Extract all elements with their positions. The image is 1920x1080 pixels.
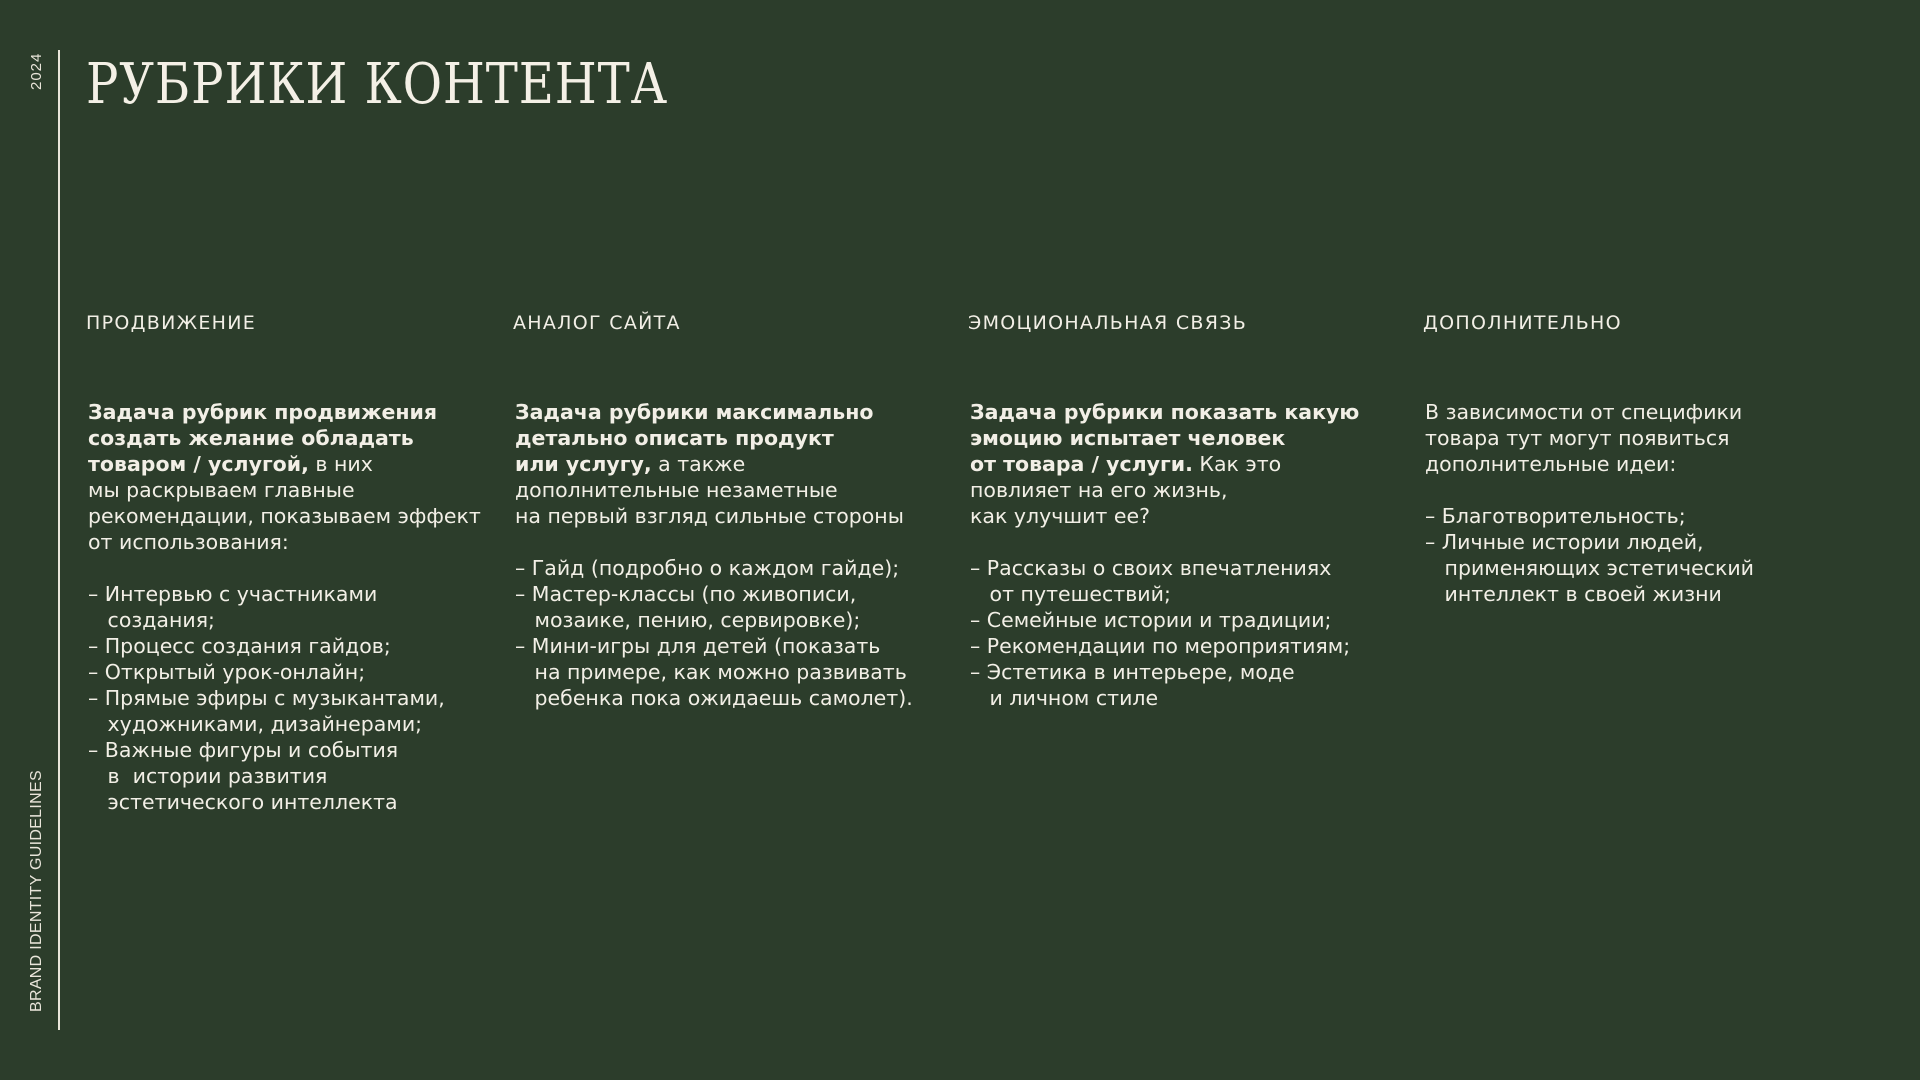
intro-text-line: мы раскрываем главные [88, 478, 355, 502]
list-item: – Мини-игры для детей (показать на примере, как можно развивать ребенка пока ожидаешь самолет). [515, 634, 913, 710]
intro-text-line: рекомендации, показываем эффект [88, 504, 481, 528]
list-item: – Процесс создания гайдов; [88, 634, 391, 658]
list-item: – Благотворительность; [1425, 504, 1686, 528]
intro-bold-line: Задача рубрики показать какую [970, 400, 1360, 424]
rubric-list [88, 581, 481, 815]
intro-bold-line: детально описать продукт [515, 426, 834, 450]
intro-text-line: на первый взгляд сильные стороны [515, 504, 904, 528]
rubric-list [1425, 503, 1754, 607]
intro-text-line: в них [308, 452, 373, 476]
list-item: – Эстетика в интерьере, моде и личном стиле [970, 660, 1295, 710]
intro-text-line: Как это [1192, 452, 1282, 476]
list-item: – Мастер-классы (по живописи, мозаике, пению, сервировке); [515, 582, 861, 632]
intro-text-line: как улучшит ее? [970, 504, 1150, 528]
column-heading-emotional-connection: ЭМОЦИОНАЛЬНАЯ СВЯЗЬ [968, 312, 1248, 334]
list-item: – Важные фигуры и события в истории развития эстетического интеллекта [88, 738, 399, 814]
rubric-list [515, 555, 913, 711]
list-item: – Открытый урок-онлайн; [88, 660, 366, 684]
intro-text-line: дополнительные незаметные [515, 478, 838, 502]
column-heading-promotion: ПРОДВИЖЕНИЕ [86, 312, 257, 334]
list-item: – Интервью с участниками создания; [88, 582, 378, 632]
intro-bold-line: создать желание обладать [88, 426, 414, 450]
year-label: 2024 [28, 52, 45, 90]
column-heading-additional: ДОПОЛНИТЕЛЬНО [1423, 312, 1622, 334]
list-item: – Рекомендации по мероприятиям; [970, 634, 1351, 658]
column-body-additional [1425, 399, 1754, 607]
list-item: – Гайд (подробно о каждом гайде); [515, 556, 900, 580]
column-heading-site-analog: АНАЛОГ САЙТА [513, 312, 681, 334]
intro-text-line: В зависимости от специфики [1425, 400, 1743, 424]
intro-bold-line: или услугу, [515, 452, 652, 476]
column-body-emotional-connection [970, 399, 1359, 711]
intro-text-line: а также [651, 452, 746, 476]
column-body-promotion [88, 399, 481, 815]
intro-bold-line: товаром / услугой, [88, 452, 309, 476]
intro-bold-line: Задача рубрики максимально [515, 400, 874, 424]
intro-text-line: товара тут могут появиться [1425, 426, 1730, 450]
list-item: – Рассказы о своих впечатлениях от путешествий; [970, 556, 1332, 606]
intro-text-line: повлияет на его жизнь, [970, 478, 1228, 502]
vertical-divider-line [58, 50, 60, 1030]
intro-bold-line: от товара / услуги. [970, 452, 1193, 476]
intro-text-line: дополнительные идеи: [1425, 452, 1677, 476]
list-item: – Личные истории людей, применяющих эстетический интеллект в своей жизни [1425, 530, 1755, 606]
intro-bold-line: Задача рубрик продвижения [88, 400, 438, 424]
list-item: – Семейные истории и традиции; [970, 608, 1332, 632]
intro-bold-line: эмоцию испытает человек [970, 426, 1286, 450]
intro-text-line: от использования: [88, 530, 289, 554]
list-item: – Прямые эфиры с музыкантами, художниками, дизайнерами; [88, 686, 445, 736]
rubric-list [970, 555, 1359, 711]
page-title: РУБРИКИ КОНТЕНТА [86, 52, 668, 117]
brand-guidelines-label: BRAND IDENTITY GUIDELINES [28, 770, 45, 1012]
column-body-site-analog [515, 399, 913, 711]
